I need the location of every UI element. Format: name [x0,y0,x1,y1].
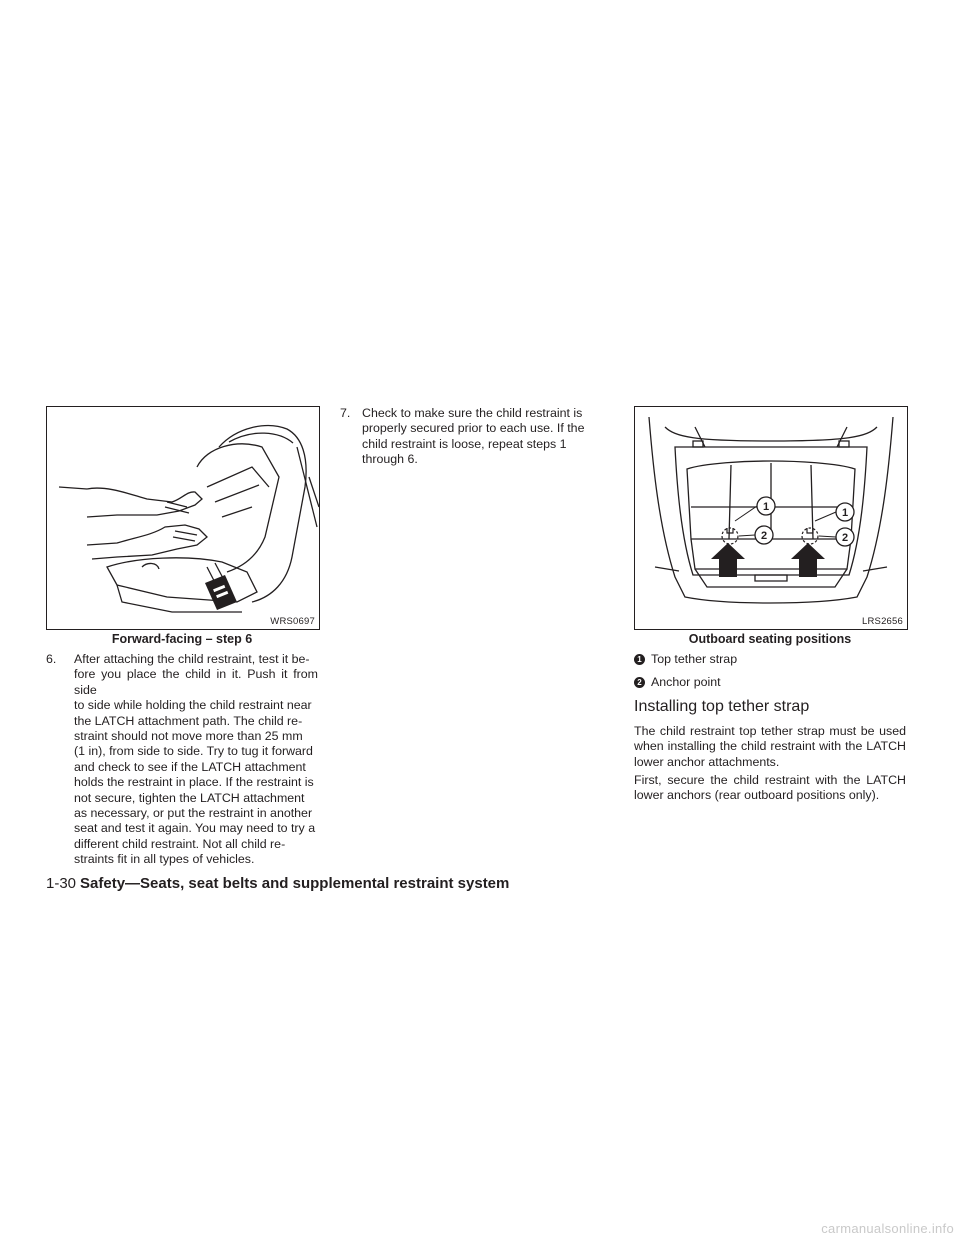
callout-1-right: 1 [841,507,849,519]
figure-caption: Forward-facing – step 6 [111,632,253,646]
callout-1-left: 1 [762,501,770,513]
section-paragraph: The child restraint top tether strap must be used when installing the child restraint with the LATCH lower anchor attachments. [634,724,906,769]
step-number: 7. [340,406,351,420]
section-paragraph: First, secure the child restraint with the LATCH lower anchors (rear outboard positions only). [634,773,906,803]
step-number: 6. [46,652,57,666]
legend-item [634,652,737,666]
step-line: properly secured prior to each use. If the [362,421,585,436]
figure-forward-facing [46,406,320,630]
step-line: (1 in), from side to side. Try to tug it forward [74,744,313,759]
page-number: 1-30 [46,875,77,892]
legend-text: Top tether strap [651,652,738,666]
figure-caption: Outboard seating positions [688,632,852,646]
step-line: holds the restraint in place. If the restraint is [74,775,314,790]
section-heading: Installing top tether strap [634,698,810,715]
page-footer [46,875,509,892]
legend-item [634,675,721,689]
step-line: and check to see if the LATCH attachment [74,759,306,774]
cargo-area-illustration [635,407,907,629]
figure-outboard-seating [634,406,908,630]
step-line: to side while holding the child restraint near [74,698,312,713]
callout-2-left: 2 [760,530,768,542]
step-line: as necessary, or put the restraint in another [74,806,313,821]
step-line: seat and test it again. You may need to try a [74,821,316,836]
step-line: straint should not move more than 25 mm [74,729,303,744]
step-line: straints fit in all types of vehicles. [74,852,255,867]
legend-text: Anchor point [651,675,721,689]
chapter-title: Safety—Seats, seat belts and supplemental restraint system [80,875,510,892]
marker-2-icon: 2 [634,677,645,688]
callout-2-right: 2 [841,532,849,544]
step-6 [46,652,318,868]
watermark: carmanualsonline.info [821,1221,954,1236]
step-line: After attaching the child restraint, test it be- [74,652,310,666]
step-line: child restraint is loose, repeat steps 1 [362,436,567,451]
child-seat-illustration [47,407,319,629]
step-line: not secure, tighten the LATCH attachment [74,790,305,805]
step-line: fore you place the child in it. Push it from side [74,667,318,697]
step-line: Check to make sure the child restraint is [362,406,583,420]
figure-code: LRS2656 [861,616,903,627]
marker-1-icon: 1 [634,654,645,665]
step-line: the LATCH attachment path. The child re- [74,713,303,728]
step-line: different child restraint. Not all child re- [74,836,286,851]
figure-code: WRS0697 [270,616,315,627]
step-line: through 6. [362,452,418,467]
step-7 [340,406,618,468]
